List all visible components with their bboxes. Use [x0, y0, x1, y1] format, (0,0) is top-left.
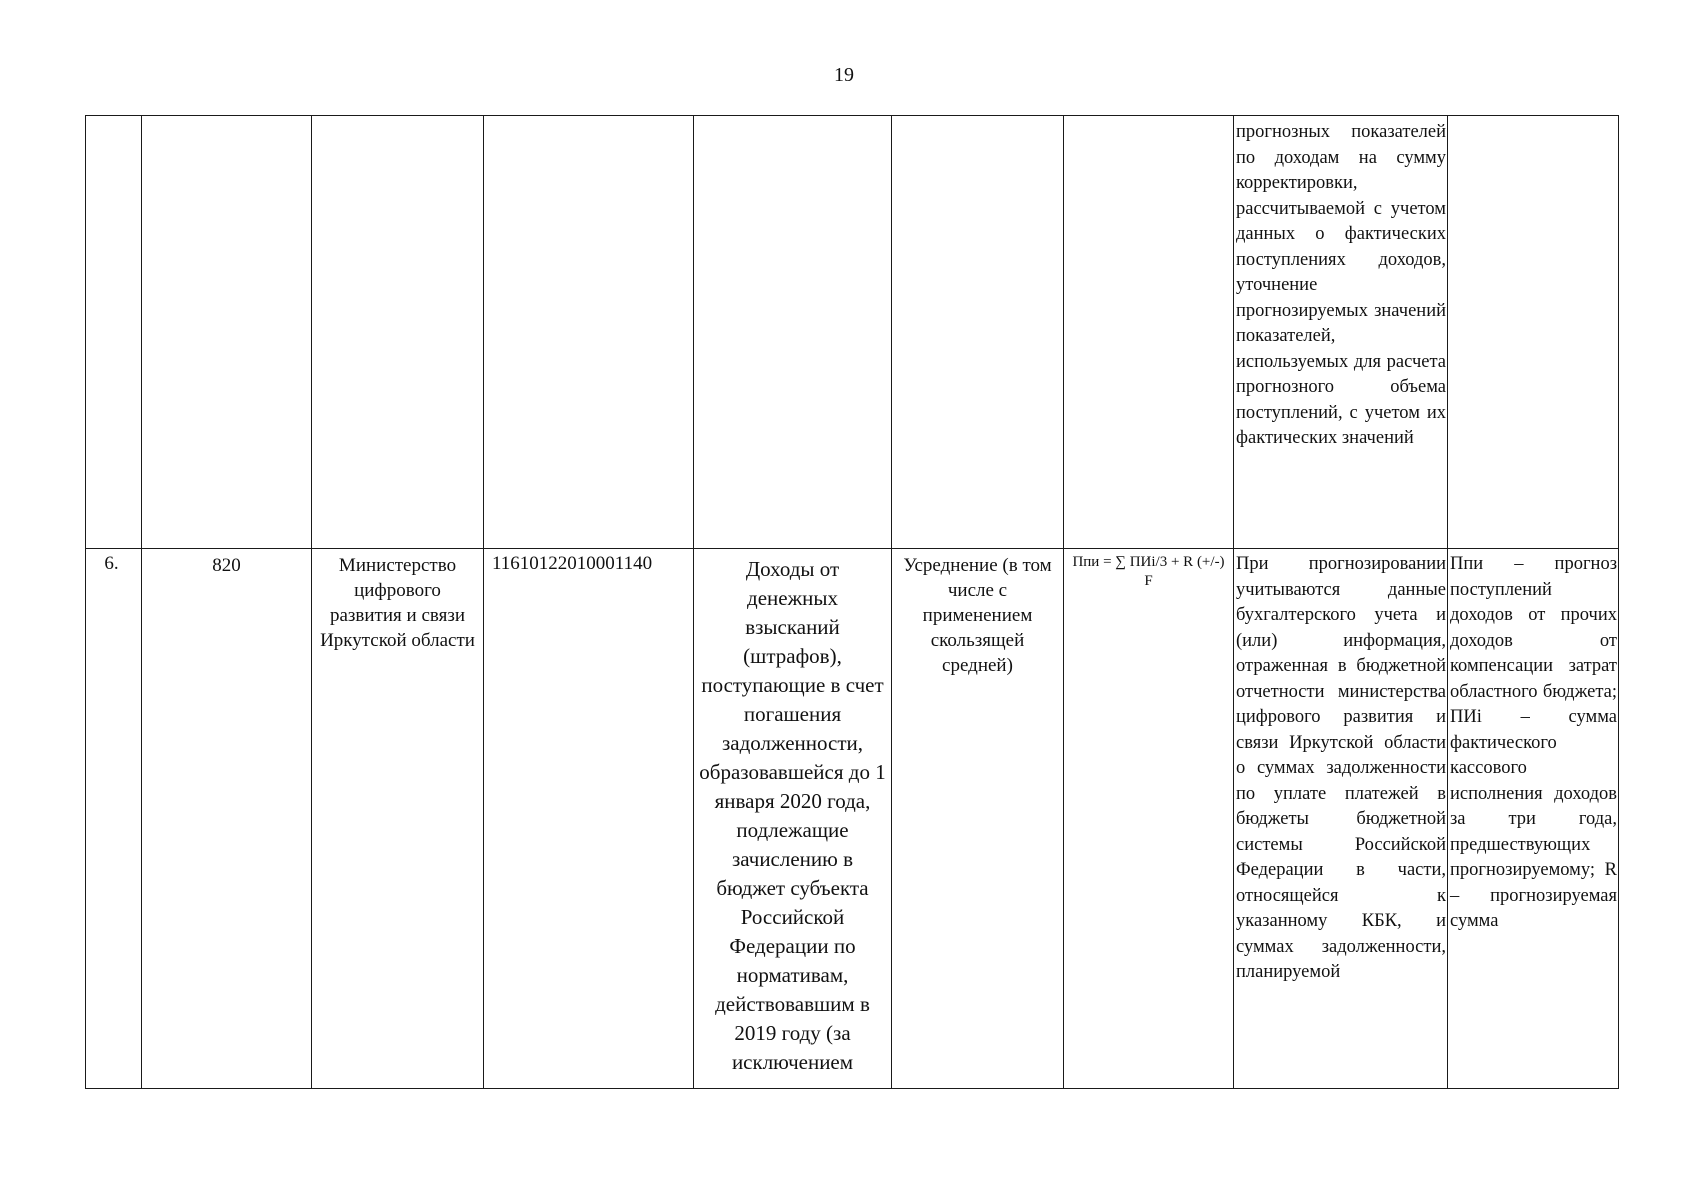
row-number: 6. — [104, 553, 119, 574]
admin-code: 820 — [212, 555, 241, 576]
income-name: Доходы от денежных взысканий (штрафов), поступающие в счет погашения задолженности, образовавшейся до 1 января 2020 года, подлежащие зачислению в бюджет субъекта Российской Федерации по нормативам, действовавшим в 2019 году (за исключением — [699, 557, 886, 1074]
cell-indicators — [1448, 116, 1619, 549]
cell-kbk — [484, 549, 694, 1089]
cell-admin-code — [142, 549, 312, 1089]
cell-admin-code — [142, 116, 312, 549]
algorithm-text: При прогнозировании учитываются данные бухгалтерского учета и (или) информация, отраженная в бюджетной отчетности министерства цифрового развития и связи Иркутской области о суммах задолженности по уплате платежей в бюджеты бюджетной системы Российской Федерации в части, относящейся к указанному КБК, и суммах задолженности, планируемой — [1236, 554, 1446, 982]
cell-method — [892, 549, 1064, 1089]
cell-administrator — [312, 549, 484, 1089]
cell-number — [86, 116, 142, 549]
kbk-code: 11610122010001140 — [492, 553, 653, 574]
cell-income-name — [694, 116, 892, 549]
cell-formula — [1064, 549, 1234, 1089]
forecast-formula: Ппи = ∑ ПИi/3 + R (+/-) F — [1072, 554, 1225, 589]
table-row-6 — [86, 549, 1619, 1089]
forecast-method: Усреднение (в том числе с применением скользящей средней) — [903, 555, 1052, 676]
cell-algorithm — [1234, 116, 1448, 549]
indicators-text: Ппи – прогноз поступлений доходов от прочих доходов от компенсации затрат областного бюджета; ПИi – сумма фактического кассового исполнения доходов за три года, предшествующих прогнозируемому; R – прогнозируемая сумма — [1450, 554, 1617, 931]
cell-income-name — [694, 549, 892, 1089]
cell-formula — [1064, 116, 1234, 549]
cell-method — [892, 116, 1064, 549]
income-forecast-table — [85, 115, 1619, 1089]
cell-algorithm — [1234, 549, 1448, 1089]
cell-indicators — [1448, 549, 1619, 1089]
table-row-continuation — [86, 116, 1619, 549]
cell-kbk — [484, 116, 694, 549]
page-number: 19 — [834, 64, 854, 86]
administrator-name: Министерство цифрового развития и связи Иркутской области — [320, 555, 475, 651]
algorithm-text: прогнозных показателей по доходам на сумму корректировки, рассчитываемой с учетом данных о фактических поступлениях доходов, уточнение прогнозируемых значений показателей, используемых для расчета прогнозного объема поступлений, с учетом их фактических значений — [1236, 122, 1446, 448]
cell-number — [86, 549, 142, 1089]
cell-administrator — [312, 116, 484, 549]
